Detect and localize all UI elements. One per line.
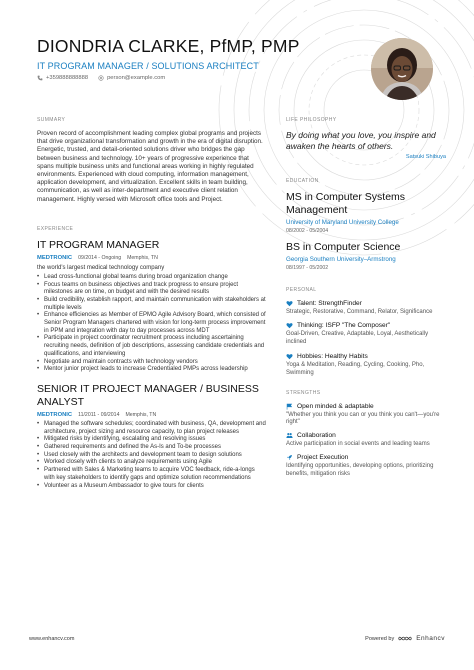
personal-desc: Yoga & Meditation, Reading, Cycling, Cooking, Pho, Swimming [286,361,425,376]
personal-head [286,353,446,360]
education-item [286,241,446,271]
list-item: • Volunteer as a Museum Ambassador to give tours for clients [37,483,267,491]
page-footer [29,635,445,642]
job-dates: 09/2014 - Ongoing [78,254,122,261]
brand-name: Enhancv [416,635,445,642]
strength-head [286,454,446,461]
list-item: • Partnered with Sales & Marketing teams to acquire VOC feedback, ride-a-longs with key stakeholders to identify gaps and optimize solution recommendations [37,467,267,482]
job-dates: 11/2011 - 09/2014 [78,411,120,418]
philosophy-quote: By doing what you love, you inspire and awaken the hearts of others. [286,130,436,151]
resume-header [37,36,367,81]
phone-icon [37,75,43,81]
left-column [37,117,267,490]
section-title: LIFE PHILOSOPHY [286,117,337,123]
phone-contact[interactable] [37,75,88,81]
list-item: • Negotiate and maintain contracts with technology vendors [37,359,267,367]
job-location: Memphis, TN [127,254,158,261]
list-item: • Build credibility, establish rapport, and maintain communication with stakeholders at multiple levels [37,297,267,312]
right-column [286,117,446,484]
strength-head [286,432,446,439]
heart-icon [286,300,293,307]
profile-photo [371,38,433,100]
philosophy-section [286,117,446,160]
strengths-section [286,390,446,479]
list-item: • Lead cross-functional global teams during broad organization change [37,274,267,282]
experience-item [37,383,267,490]
personal-desc: Goal-Driven, Creative, Adaptable, Loyal, Aesthetically inclined [286,331,429,346]
section-title: STRENGTHS [286,389,321,396]
job-location: Memphis, TN [125,411,157,418]
avatar [371,38,433,100]
school-name: University of Maryland University College [286,218,399,226]
personal-item [286,322,446,347]
heart-icon [286,353,293,360]
list-item: • Enhance efficiencies as Member of EPMO Agile Advisory Board, which consisted of Senior Program Managers chartered with vision for long-term process improvement in PPM and integration with day to day processes across MDT [37,312,267,335]
email-text: person@example.com [107,75,166,81]
job-title: IT PROGRAM MANAGER [37,238,160,251]
personal-desc: Strategic, Restorative, Command, Relator, Significance [286,308,433,315]
candidate-role: IT PROGRAM MANAGER / SOLUTIONS ARCHITECT [37,61,259,71]
strength-desc: Active participation in social events and leading teams [286,441,430,448]
list-item: • Managed the software schedules; coordinated with business, QA, development and architecture, project sizing and resource capacity, to plan project releases [37,421,267,436]
summary-text: Proven record of accomplishment leading complex global programs and projects that drive organizational transformation and growth in the era of digital disruption. Energetic, trusted, and detail-oriented solutions driver who bridges the gap between business and technology. 10+ years of progressive experience that spans multiple business units and functional areas working in highly regulated environments. Experienced with cloud computing, information management, application development, and virtualization. Excellent skills in team building, communication, as well as inter-department and executive client relation management. Highly versed with Microsoft office tools and Project. [37,130,263,203]
strength-item [286,403,446,428]
candidate-name: DIONDRIA CLARKE, PfMP, PMP [37,36,300,56]
job-title: SENIOR IT PROJECT MANAGER / BUSINESS ANALYST [37,382,259,408]
degree-title: MS in Computer Systems Management [286,190,406,216]
school-name: Georgia Southern University–Armstrong [286,255,396,263]
heart-icon [286,322,293,329]
company-name: MEDTRONIC [37,411,73,418]
list-item: • Focus teams on business objectives and track progress to ensure project milestones are on time, on budget and with the desired results [37,282,267,297]
list-item: • Used closely with the architects and development team to design solutions [37,452,267,460]
personal-section [286,287,446,378]
section-title: PERSONAL [286,286,317,293]
bullet-list [37,274,267,374]
list-item: • Mitigated risks by identifying, escalating and resolving issues [37,436,267,444]
phone-text: +359888888888 [46,75,89,81]
personal-item [286,300,446,317]
strength-item [286,432,446,449]
strength-head-text: Collaboration [297,432,336,440]
list-item: • Gathered requirements and defined the As-Is and To-be processes [37,444,267,452]
education-item [286,191,446,234]
experience-section [37,226,267,490]
quote-author: Satsuki Shibuya [405,153,446,160]
summary-section [37,117,267,204]
education-dates: 08/1997 - 05/2002 [286,264,329,271]
personal-head-text: Talent: StrengthFinder [297,299,362,307]
section-title: EXPERIENCE [37,225,74,232]
bullet-list [37,421,267,490]
education-dates: 08/2002 - 05/2004 [286,227,329,234]
strength-head-text: Project Execution [297,453,349,461]
rocket-icon [286,454,293,461]
personal-head [286,300,446,307]
strength-desc: "Whether you think you can or you think you can't—you're right" [286,411,440,426]
company-description: the world's largest medical technology company [37,264,165,271]
personal-item [286,353,446,378]
flag-icon [286,403,293,410]
strength-item [286,454,446,479]
powered-by-text: Powered by [365,635,395,642]
section-title: EDUCATION [286,177,319,184]
personal-head-text: Thinking: ISFP "The Composer" [297,322,391,330]
footer-branding [365,635,445,642]
strength-head [286,403,446,410]
company-name: MEDTRONIC [37,254,73,261]
experience-item [37,239,267,374]
job-meta [37,412,267,418]
footer-website-link[interactable]: www.enhancv.com [29,635,75,642]
education-section [286,178,446,271]
strength-desc: Identifying opportunities, developing options, prioritizing benefits, mitigation risks [286,462,434,477]
section-title: SUMMARY [37,117,66,123]
people-icon [286,432,293,439]
personal-head [286,322,446,329]
list-item: • Worked closely with clients to analyze requirements using Agile [37,459,267,467]
list-item: • Participate in project coordinator recruitment process including ascertaining recruiting needs, definition of job descriptions, assessing candidate credentials and qualifications, and interviewing [37,335,267,358]
at-icon [98,75,104,81]
contact-row [37,75,367,81]
infinity-logo-icon [398,635,412,642]
job-meta [37,255,267,261]
email-contact[interactable] [98,75,165,81]
strength-head-text: Open minded & adaptable [297,402,374,410]
list-item: • Mentor junior project leads to increase Credentialed PMPs across leadership [37,366,267,374]
degree-title: BS in Computer Science [286,240,401,253]
personal-head-text: Hobbies: Healthy Habits [297,352,368,360]
